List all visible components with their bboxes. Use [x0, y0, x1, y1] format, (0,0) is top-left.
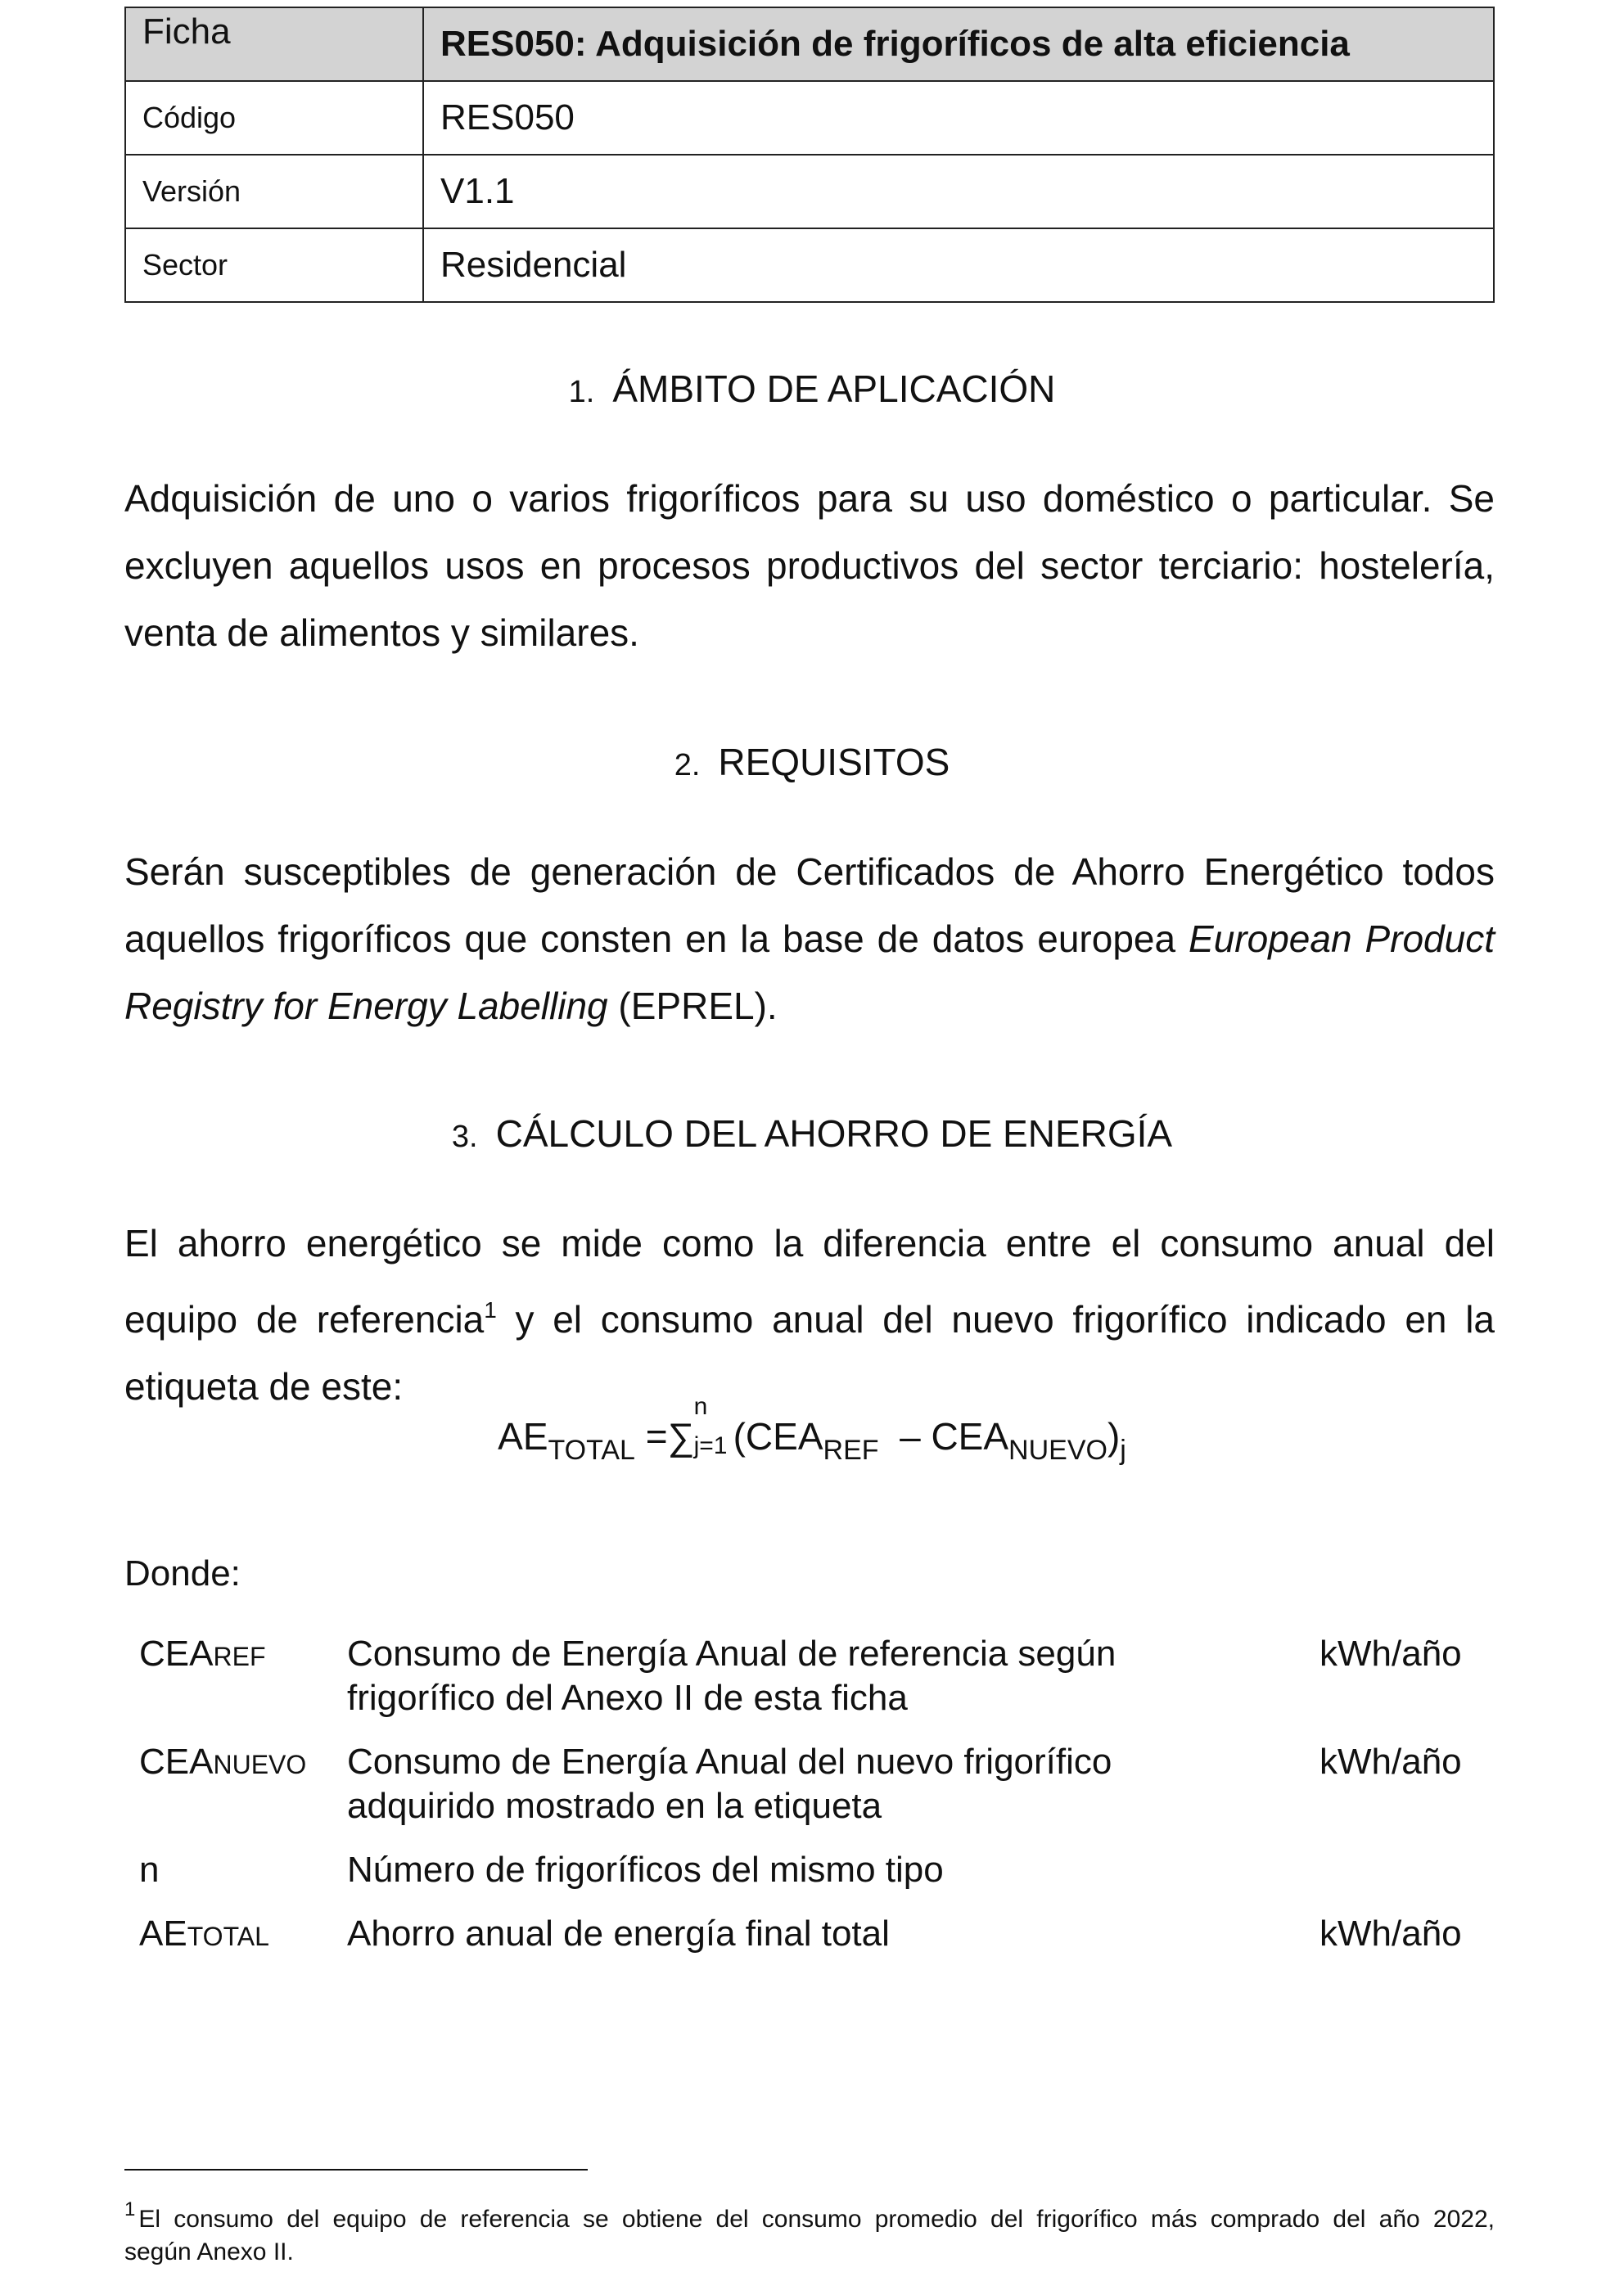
formula-cea: CEA [931, 1415, 1009, 1458]
section-1-title: ÁMBITO DE APLICACIÓN [612, 367, 1056, 410]
sum-upper-limit: n [693, 1393, 708, 1420]
definition-symbol [139, 1912, 269, 1959]
ficha-value: RES050: Adquisición de frigoríficos de alta eficiencia [423, 7, 1494, 81]
section-1-number: 1. [568, 375, 595, 409]
description-line: Ahorro anual de energía final total [347, 1914, 890, 1954]
section-2-line [124, 905, 1495, 972]
section-3-line [124, 1277, 1495, 1353]
sum-lower-limit: j=1 [693, 1432, 728, 1459]
eprel-abbrev: (EPREL). [607, 985, 778, 1027]
footnote-separator [124, 2169, 588, 2171]
section-2-line2-text: aquellos frigoríficos que consten en la base de datos europea [124, 917, 1189, 960]
description-line: Número de frigoríficos del mismo tipo [347, 1850, 944, 1890]
section-3-title: CÁLCULO DEL AHORRO DE ENERGÍA [495, 1112, 1173, 1155]
formula-lhs: AE [498, 1415, 548, 1458]
codigo-value: RES050 [423, 81, 1494, 155]
formula-minus: – [900, 1415, 921, 1458]
footnote-ref[interactable]: 1 [484, 1297, 497, 1323]
footnote-line [124, 2193, 1495, 2236]
section-1-heading [0, 367, 1624, 411]
section-2-line: Serán susceptibles de generación de Certificados de Ahorro Energético todos [124, 850, 1495, 893]
definition-symbol [139, 1632, 265, 1679]
section-3-line2-post: y el consumo anual del nuevo frigorífico indicado en la [496, 1298, 1495, 1341]
description-line: Consumo de Energía Anual de referencia según [347, 1634, 1116, 1674]
footnote-text: El consumo del equipo de referencia se obtiene del consumo promedio del frigorífico más comprado del año 2022, [138, 2206, 1495, 2233]
section-1-paragraph [124, 465, 1495, 666]
definition-symbol [139, 1740, 306, 1787]
codigo-label: Código [125, 81, 423, 155]
formula-open: (CEA [733, 1415, 823, 1458]
definition-description [347, 1848, 1166, 1892]
section-3-line2-pre: equipo de referencia [124, 1298, 485, 1341]
formula-lhs-sub: TOTAL [548, 1435, 635, 1466]
section-2-paragraph [124, 838, 1495, 1039]
section-1-line: Adquisición de uno o varios frigoríficos para su uso doméstico o particular. Se [124, 477, 1495, 520]
header-row-sector [125, 228, 1494, 302]
donde-label: Donde: [124, 1553, 241, 1594]
section-2-title: REQUISITOS [718, 741, 950, 783]
symbol-sub: REF [213, 1642, 266, 1671]
version-value: V1.1 [423, 155, 1494, 228]
definition-symbol [139, 1848, 159, 1892]
section-3-number: 3. [451, 1120, 478, 1154]
header-table [124, 7, 1495, 303]
description-line: Consumo de Energía Anual del nuevo frigorífico [347, 1742, 1112, 1782]
formula-ref-sub: REF [823, 1435, 879, 1466]
section-1-line: excluyen aquellos usos en procesos productivos del sector terciario: hostelería, [124, 544, 1495, 587]
formula-close-sub: j [1120, 1435, 1126, 1466]
footnote-mark: 1 [124, 2198, 136, 2220]
definition-description [347, 1912, 1166, 1956]
formula-close: ) [1107, 1415, 1121, 1458]
definition-description [347, 1740, 1166, 1828]
section-3-paragraph [124, 1210, 1495, 1420]
section-3-line: El ahorro energético se mide como la diferencia entre el consumo anual del [124, 1222, 1495, 1264]
section-2-heading [0, 740, 1624, 784]
description-line: adquirido mostrado en la etiqueta [347, 1786, 882, 1826]
definition-unit: kWh/año [1320, 1914, 1462, 1954]
eprel-name-part1: European Product [1189, 917, 1495, 960]
definition-description [347, 1632, 1166, 1720]
formula-equals: = [645, 1415, 668, 1458]
formula-sum [667, 1393, 733, 1459]
sum-symbol: ∑ [667, 1415, 695, 1458]
section-2-line [124, 972, 1495, 1039]
sector-value: Residencial [423, 228, 1494, 302]
symbol-base: n [139, 1850, 160, 1890]
symbol-sub: NUEVO [213, 1750, 307, 1779]
section-3-heading [0, 1111, 1624, 1156]
section-2-number: 2. [674, 748, 701, 782]
section-1-line: venta de alimentos y similares. [124, 611, 639, 654]
definition-unit: kWh/año [1320, 1634, 1462, 1674]
symbol-base: AE [139, 1914, 187, 1954]
section-3-line: etiqueta de este: [124, 1365, 404, 1408]
description-line: frigorífico del Anexo II de esta ficha [347, 1678, 908, 1718]
symbol-base: CEA [139, 1634, 214, 1674]
header-row-ficha [125, 7, 1494, 81]
footnote [124, 2193, 1495, 2269]
ficha-label: Ficha [125, 7, 423, 81]
footnote-line: según Anexo II. [124, 2238, 294, 2265]
savings-formula [0, 1393, 1624, 1467]
version-label: Versión [125, 155, 423, 228]
symbol-base: CEA [139, 1742, 214, 1782]
formula-nuevo-sub: NUEVO [1008, 1435, 1107, 1466]
header-row-codigo [125, 81, 1494, 155]
sector-label: Sector [125, 228, 423, 302]
definition-unit: kWh/año [1320, 1742, 1462, 1782]
header-row-version [125, 155, 1494, 228]
eprel-name-part2: Registry for Energy Labelling [124, 985, 608, 1027]
symbol-sub: TOTAL [187, 1922, 269, 1951]
